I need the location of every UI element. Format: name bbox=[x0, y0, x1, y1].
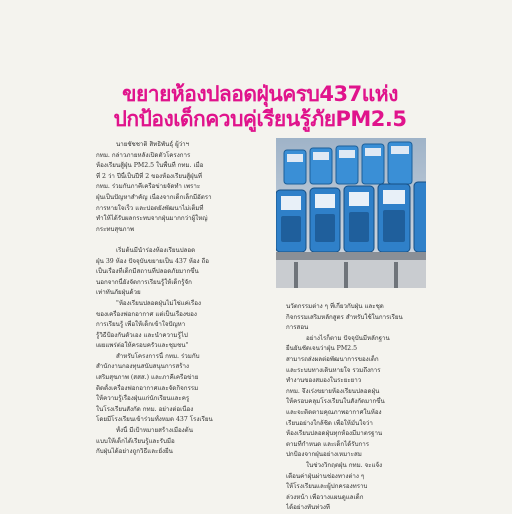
text-line: กทม. กล่าวภายหลังเปิดตัวโครงการ bbox=[96, 151, 191, 159]
headline-line-1: ขยายห้องปลอดฝุ่นครบ437แห่ง bbox=[122, 82, 398, 106]
text-line: เท่าทันภัยฝุ่นด้วย bbox=[96, 289, 141, 297]
text-line: แบบให้เด็กได้เรียนรู้และรับมือ bbox=[96, 437, 175, 445]
text-line: ติดตั้งเครื่องฟอกอากาศและจัดกิจกรรม bbox=[96, 384, 199, 392]
text-line: ทั้งนี้ มีเป้าหมายสร้างเมืองต้น bbox=[116, 427, 193, 435]
text-line: กทม. จึงเร่งขยายห้องเรียนปลอดฝุ่น bbox=[286, 387, 380, 395]
text-line: เรียนอย่างใกล้ชิด เพื่อให้มั่นใจว่า bbox=[286, 419, 373, 427]
article-right-column bbox=[286, 302, 426, 514]
text-line: ห้องเรียนสู้ฝุ่น PM2.5 ในพื้นที่ กทม. เมื่อ bbox=[96, 162, 204, 170]
text-line: เผยแพร่ต่อให้ครอบครัวและชุมชน" bbox=[96, 342, 189, 350]
text-line: โดยมีโรงเรียนเข้าร่วมทั้งหมด 437 โรงเรียน bbox=[96, 416, 213, 424]
text-line: ในโรงเรียนสังกัด กทม. อย่างต่อเนื่อง bbox=[96, 405, 194, 413]
text-line: กทม. ร่วมกับภาคีเครือข่ายจัดทำ เพราะ bbox=[96, 183, 201, 191]
text-line bbox=[96, 235, 272, 246]
text-line: ของเครื่องฟอกอากาศ แต่เป็นเรื่องของ bbox=[96, 310, 197, 318]
text-line: ให้ครอบคลุมโรงเรียนในสังกัดมากขึ้น bbox=[286, 398, 385, 406]
text-line: นอกจากนี้ยังจัดการเรียนรู้ให้เด็กรู้จัก bbox=[96, 278, 192, 286]
text-line: สำหรับโครงการนี้ กทม. ร่วมกับ bbox=[116, 352, 200, 360]
text-line: ตามที่กำหนด และเด็กได้รับการ bbox=[286, 440, 370, 448]
text-line: ฝุ่น 39 ห้อง ปัจจุบันขยายเป็น 437 ห้อง ถือ bbox=[96, 257, 209, 265]
text-line: กิจกรรมเสริมหลักสูตร สำหรับใช้ในการเรียน bbox=[286, 313, 403, 321]
text-line: ในช่วงวิกฤตฝุ่น กทม. จะแจ้ง bbox=[306, 461, 383, 469]
text-line: เสริมสุขภาพ (สสส.) และภาคีเครือข่าย bbox=[96, 374, 199, 382]
text-line: เตือนค่าฝุ่นผ่านช่องทางต่าง ๆ bbox=[286, 472, 365, 480]
text-line: ที่ 2 ว่า ปีนี้เป็นปีที่ 2 ของห้องเรียนสู้ฝุ่นที่ bbox=[96, 172, 202, 180]
text-line: ให้ความรู้เรื่องฝุ่นแก่นักเรียนและครู bbox=[96, 395, 190, 403]
text-line: เป็นเรื่องที่เด็กมีสถานที่ปลอดภัยมากขึ้น bbox=[96, 268, 199, 276]
text-line: อย่างไรก็ตาม ปัจจุบันมีหลักฐาน bbox=[306, 334, 390, 342]
text-line: และจะติดตามคุณภาพอากาศในห้อง bbox=[286, 408, 382, 416]
text-line: ยืนยันชัดเจนว่าฝุ่น PM2.5 bbox=[286, 345, 358, 353]
text-line: ทำงานของสมองในระยะยาว bbox=[286, 377, 362, 385]
text-line: ทำให้ได้รับผลกระทบจากฝุ่นมากกว่าผู้ใหญ่ bbox=[96, 215, 208, 223]
text-line: การหายใจเร็ว และปอดยังพัฒนาไม่เต็มที่ bbox=[96, 204, 204, 212]
text-line: ปกป้องจากฝุ่นอย่างเหมาะสม bbox=[286, 451, 362, 459]
headline-line-2: ปกป้องเด็กควบคู่เรียนรู้ภัยPM2.5 bbox=[113, 107, 407, 131]
text-line: ฝุ่นเป็นปัญหาสำคัญ เนื่องจากเด็กเล็กมีอัตรา bbox=[96, 193, 212, 201]
text-line: เริ่มต้นมีนำร่องห้องเรียนปลอด bbox=[116, 246, 196, 254]
text-line: ได้อย่างทันท่วงที bbox=[286, 504, 330, 512]
text-line: ให้โรงเรียนและผู้ปกครองทราบ bbox=[286, 483, 368, 491]
text-line: นายชัชชาติ สิทธิพันธุ์ ผู้ว่าฯ bbox=[116, 141, 190, 148]
text-line: รู้วิธีป้องกันตัวเอง และนำความรู้ไป bbox=[96, 331, 188, 339]
text-line: กระทบสุขภาพ bbox=[96, 225, 135, 233]
text-line: ล่วงหน้า เพื่อวางแผนดูแลเด็ก bbox=[286, 493, 364, 501]
text-line: การสอน bbox=[286, 324, 309, 332]
text-line: สำนักงานกองทุนสนับสนุนการสร้าง bbox=[96, 363, 190, 371]
text-line: และระบบทางเดินหายใจ รวมถึงการ bbox=[286, 366, 381, 374]
text-line: สามารถส่งผลต่อพัฒนาการของเด็ก bbox=[286, 355, 379, 363]
text-line: กับฝุ่นได้อย่างถูกวิธีและยั่งยืน bbox=[96, 448, 173, 456]
classroom-air-purifier-photo bbox=[276, 138, 426, 288]
text-line: ห้องเรียนปลอดฝุ่นทุกห้องมีมาตรฐาน bbox=[286, 430, 383, 438]
text-line: นวัตกรรมต่าง ๆ ที่เกี่ยวกับฝุ่น และชุด bbox=[286, 303, 384, 310]
photo-illustration bbox=[276, 138, 426, 288]
text-line: การเรียนรู้ เพื่อให้เด็กเข้าใจปัญหา bbox=[96, 321, 186, 329]
text-line: "ห้องเรียนปลอดฝุ่นไม่ใช่แค่เรื่อง bbox=[116, 299, 201, 307]
article-left-column bbox=[96, 140, 272, 458]
